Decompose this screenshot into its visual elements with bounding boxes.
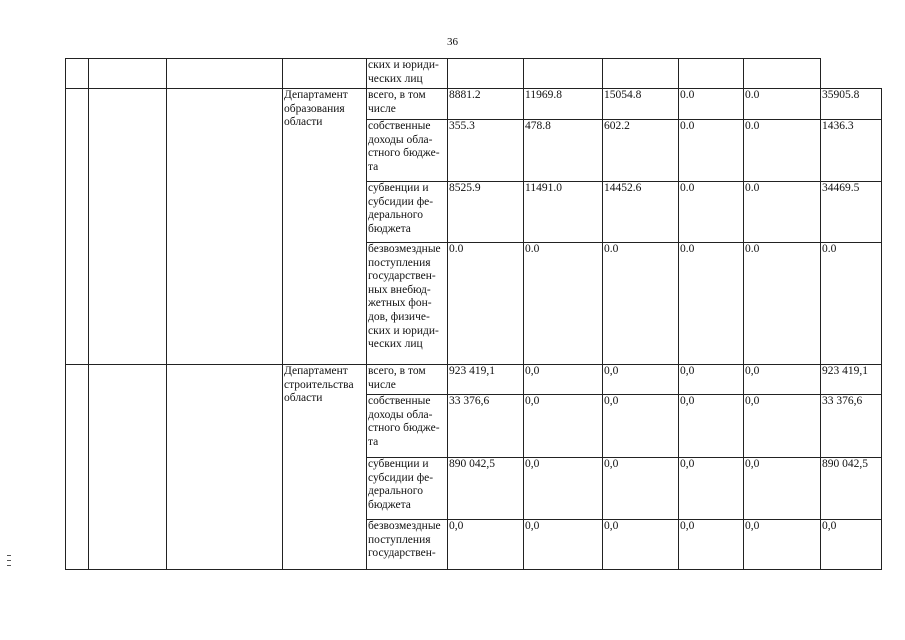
table-cell	[167, 59, 283, 89]
value-cell: 34469.5	[821, 182, 882, 243]
value-cell: 0,0	[744, 520, 821, 570]
value-cell: 890 042,5	[821, 458, 882, 520]
value-cell: 11969.8	[524, 89, 603, 120]
table-row	[66, 59, 882, 89]
value-cell: 0.0	[744, 89, 821, 120]
value-cell: 478.8	[524, 120, 603, 182]
source-label-cell: собственные доходы обла- стного бюдже- та	[367, 395, 448, 458]
value-cell: 8881.2	[448, 89, 524, 120]
value-cell: 0,0	[821, 520, 882, 570]
table-cell	[167, 365, 283, 570]
value-cell: 0,0	[448, 520, 524, 570]
budget-table-body	[66, 59, 882, 570]
value-cell: 0.0	[679, 120, 744, 182]
value-cell: 0.0	[448, 243, 524, 365]
value-cell: 0.0	[744, 120, 821, 182]
value-cell	[679, 59, 744, 89]
value-cell	[603, 59, 679, 89]
value-cell: 923 419,1	[821, 365, 882, 395]
value-cell: 0,0	[524, 395, 603, 458]
value-cell: 35905.8	[821, 89, 882, 120]
page-number: 36	[447, 36, 458, 48]
table-row	[66, 365, 882, 395]
value-cell	[448, 59, 524, 89]
value-cell	[744, 59, 821, 89]
value-cell: 0.0	[603, 243, 679, 365]
table-cell	[89, 89, 167, 365]
value-cell: 0.0	[821, 243, 882, 365]
budget-table	[65, 58, 882, 570]
value-cell: 0,0	[603, 365, 679, 395]
value-cell: 14452.6	[603, 182, 679, 243]
value-cell: 1436.3	[821, 120, 882, 182]
value-cell: 0,0	[524, 458, 603, 520]
table-cell	[66, 59, 89, 89]
value-cell: 0,0	[744, 458, 821, 520]
source-label-cell: безвозмездные поступления государствен- ных внебюд- жетных фон- дов, физиче- ских и юриди- ческих лиц	[367, 243, 448, 365]
value-cell: 0,0	[603, 458, 679, 520]
table-cell	[283, 59, 367, 89]
table-cell	[167, 89, 283, 365]
department-name-cell: Департамент образования области	[283, 89, 367, 365]
value-cell: 0,0	[524, 520, 603, 570]
value-cell: 0,0	[744, 365, 821, 395]
value-cell: 355.3	[448, 120, 524, 182]
source-label-cell: собственные доходы обла- стного бюдже- та	[367, 120, 448, 182]
value-cell: 923 419,1	[448, 365, 524, 395]
value-cell: 0.0	[744, 243, 821, 365]
value-cell	[524, 59, 603, 89]
value-cell: 0,0	[744, 395, 821, 458]
value-cell: 0.0	[679, 243, 744, 365]
table-cell	[66, 89, 89, 365]
value-cell: 0.0	[679, 182, 744, 243]
value-cell: 15054.8	[603, 89, 679, 120]
value-cell: 8525.9	[448, 182, 524, 243]
value-cell: 33 376,6	[821, 395, 882, 458]
value-cell: 0,0	[679, 520, 744, 570]
source-label-cell: всего, в том числе	[367, 89, 448, 120]
value-cell: 33 376,6	[448, 395, 524, 458]
value-cell: 0,0	[524, 365, 603, 395]
value-cell: 0,0	[679, 365, 744, 395]
source-label-cell: безвозмездные поступления государствен-	[367, 520, 448, 570]
value-cell: 602.2	[603, 120, 679, 182]
value-cell: 0,0	[603, 520, 679, 570]
table-cell	[66, 365, 89, 570]
department-name-cell: Департамент строительства области	[283, 365, 367, 570]
value-cell: 11491.0	[524, 182, 603, 243]
source-label-cell: субвенции и субсидии фе- дерального бюджета	[367, 458, 448, 520]
value-cell: 0,0	[679, 458, 744, 520]
source-label-cell: субвенции и субсидии фе- дерального бюджета	[367, 182, 448, 243]
value-cell: 0,0	[679, 395, 744, 458]
source-label-cell: ских и юриди- ческих лиц	[367, 59, 448, 89]
value-cell: 0.0	[524, 243, 603, 365]
value-cell: 890 042,5	[448, 458, 524, 520]
table-cell	[89, 365, 167, 570]
source-label-cell: всего, в том числе	[367, 365, 448, 395]
margin-mark	[7, 555, 11, 570]
value-cell: 0.0	[744, 182, 821, 243]
table-row	[66, 89, 882, 120]
value-cell: 0,0	[603, 395, 679, 458]
value-cell: 0.0	[679, 89, 744, 120]
table-cell	[89, 59, 167, 89]
